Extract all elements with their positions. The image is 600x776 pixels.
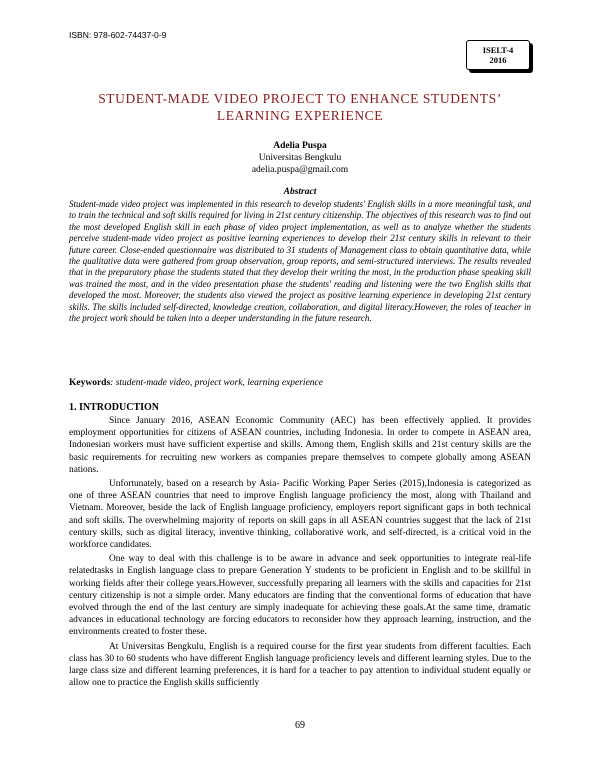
paragraph: One way to deal with this challenge is to be aware in advance and seek opportunities to integrate real-life relatedtasks in English language class to prepare Generation Y students to be proficient in English and to be skillful in working fields after their college years.However, successfully preparing all learners with the skills and capacities for 21st century citizenship is not a simple order. Many educators are finding that the conventional forms of education that have evolved through the end of the last century are simply inadequate for achieving these goals.At the same time, dramatic advances in educational technology are forcing educators to reconsider how they approach learning, instruction, and the environments created to foster these.	[69, 554, 531, 638]
paragraph: Since January 2016, ASEAN Economic Community (AEC) has been effectively applied. It provides employment opportunities for citizens of ASEAN countries, including Indonesia. In order to compete in ASEAN area, Indonesian workers must have sufficient expertise and skills. Among them, English skills and 21st century skills are the basic requirements for recruiting new workers as companies prepare themselves to compete globally among ASEAN nations.	[69, 416, 531, 475]
badge-line-2: 2016	[489, 55, 507, 65]
abstract-text: Student-made video project was implemented in this research to develop students' English skills in a more meaningful task, and to train the technical and soft skills required for living in 21st century citizenship. The objectives of this research was to find out the most developed English skill in each phase of video project implementation, as well as to analyze whether the students perceive student-made video project as positive learning experiences to develop their 21st century skills in relevant to their future career. Close-ended questionnaire was distributed to 31 students of Management class to obtain quantitative data, while the qualitative data were gathered from group observation, group reports, and semi-structured interviews. The results revealed that in the preparatory phase the students stated that they develop their writing the most, in the production phase speaking skill was trained the most, and in the video presentation phase the students' reading and listening were the two English skills that developed the most. Moreover, the students also viewed the project as positive learning experience in developing 21st century skills. The skills included self-directed, knowledge creation, collaboration, and digital literacy.However, the roles of teacher in the project work should be taken into a deeper understanding in the future research.	[69, 199, 531, 324]
badge-line-1: ISELT-4	[482, 45, 514, 55]
paragraph: At Universitas Bengkulu, English is a required course for the first year students from different faculties. Each class has 30 to 60 students who have different English language proficiency levels and different learning styles. Due to the large class size and different learning preferences, it is hard for a teacher to pay attention to individual student equally or allow one to practice the English skills sufficiently	[69, 641, 531, 689]
author-name: Adelia Puspa	[273, 141, 327, 151]
abstract-heading: Abstract	[283, 187, 317, 197]
paragraph: Unfortunately, based on a research by Asia- Pacific Working Paper Series (2015),Indonesia is categorized as one of three ASEAN countries that need to improve English language proficiency the most, along with Thailand and Vietnam. Moreover, beside the lack of English language proficiency, employers report significant gaps in both technical and soft skills. The overwhelming majority of reports on skill gaps in all ASEAN countries suggest that the lack of 21st century skills, such as digital literacy, inventive thinking, collaborative work, and self-directed, is a critical void in the workforce candidates.	[69, 479, 531, 551]
paper-title	[60, 90, 540, 124]
keywords-line	[69, 378, 531, 388]
page-number: 69	[295, 720, 305, 731]
keywords-label: Keywords	[69, 378, 111, 388]
author-email: adelia.puspa@gmail.com	[251, 165, 349, 175]
conference-badge	[466, 40, 530, 70]
section-heading: 1. INTRODUCTION	[69, 402, 160, 413]
title-line-2: LEARNING EXPERIENCE	[216, 108, 384, 123]
title-line-1: STUDENT-MADE VIDEO PROJECT TO ENHANCE STUDENTS’	[98, 91, 502, 106]
author-block	[0, 140, 600, 176]
keywords-text: : student-made video, project work, learning experience	[110, 378, 323, 388]
isbn-label: ISBN: 978-602-74437-0-9	[69, 30, 167, 40]
body-text	[69, 415, 531, 691]
author-affiliation: Universitas Bengkulu	[258, 153, 342, 163]
